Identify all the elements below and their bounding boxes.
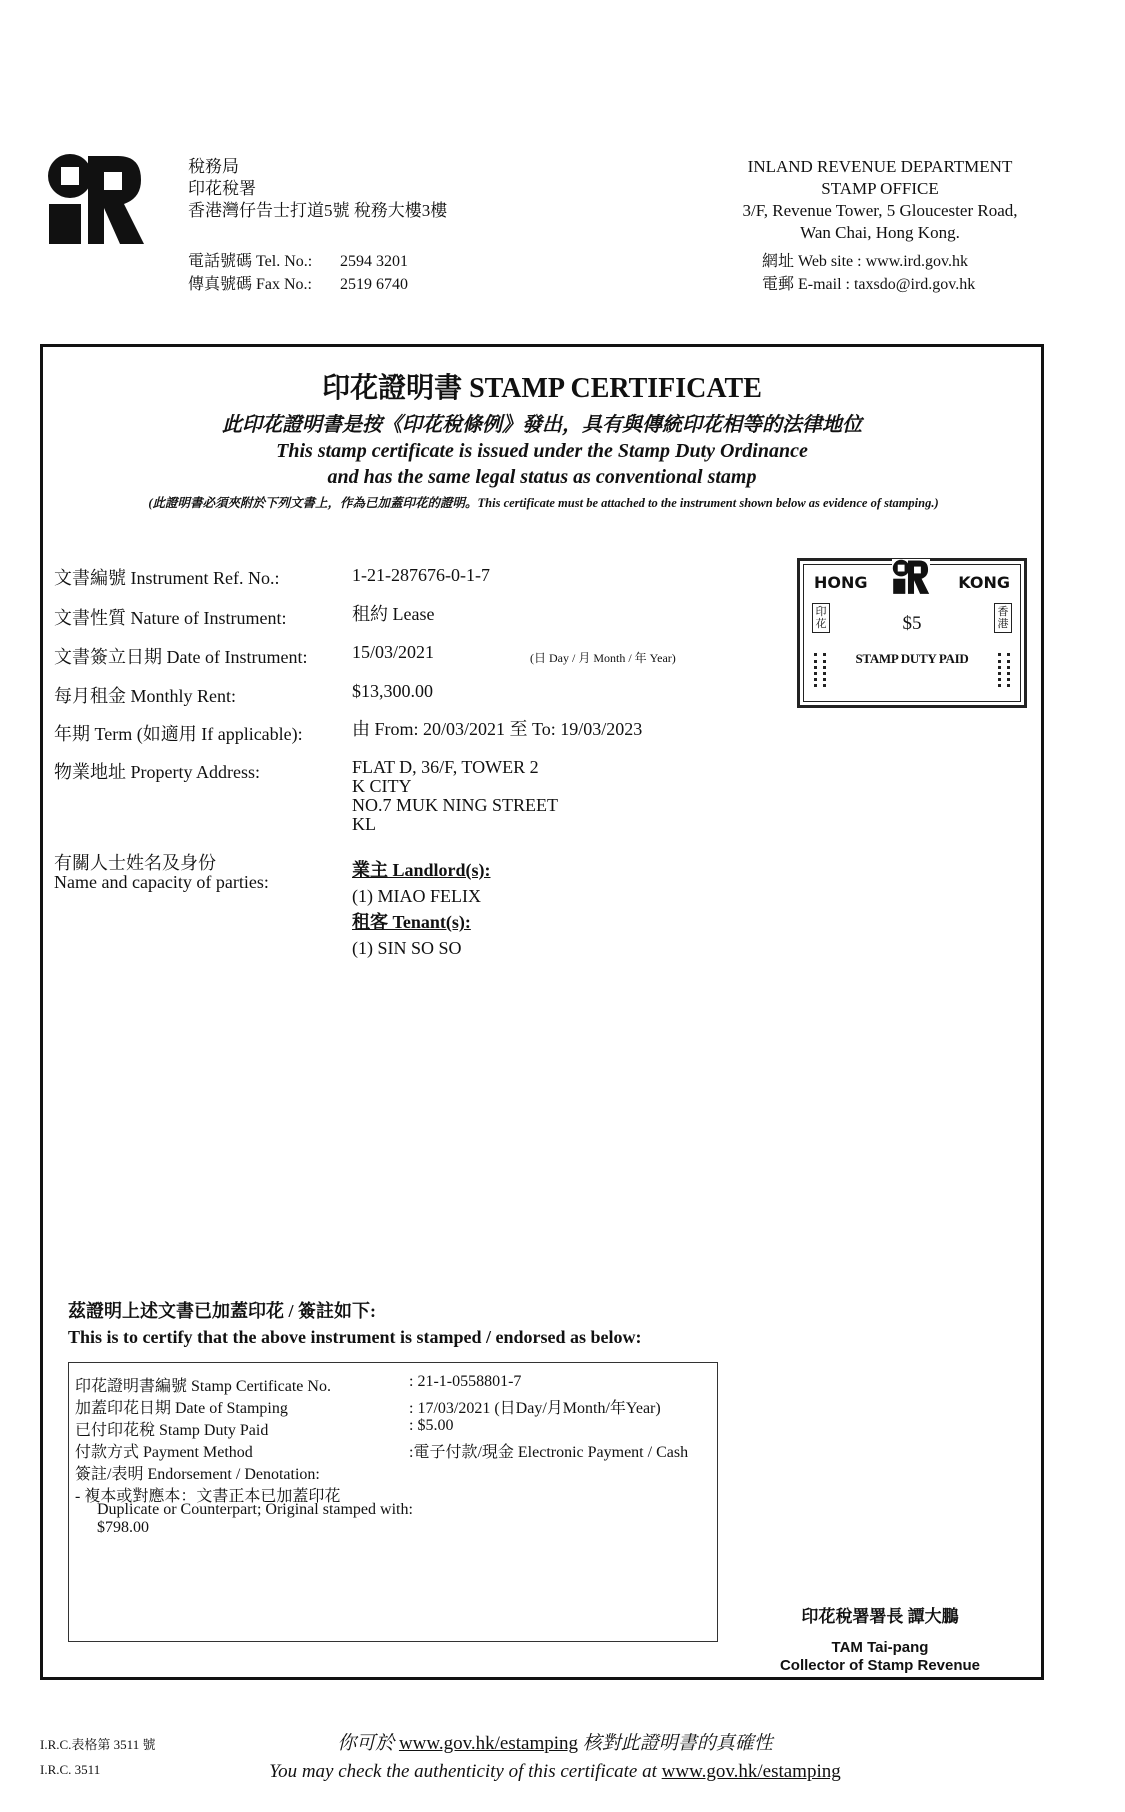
form-number: I.R.C.表格第 3511 號 I.R.C. 3511 [40, 1737, 156, 1777]
stamping-date-value: : 17/03/2021 (日Day/月Month/年Year) [409, 1400, 661, 1417]
parties-value [352, 857, 491, 961]
stamp-ird-logo [892, 559, 930, 595]
certification-heading: 茲證明上述文書已加蓋印花 / 簽註如下: This is to certify that the above instrument is stamped / endorsed as below: [68, 1301, 642, 1347]
verify-link-zh[interactable]: www.gov.hk/estamping [398, 1733, 579, 1754]
seal-right: 香港 [994, 603, 1012, 633]
date-value: 15/03/2021 [352, 642, 435, 662]
tenant-name: (1) SIN SO SO [352, 938, 462, 958]
verify-link-en[interactable]: www.gov.hk/estamping [661, 1761, 841, 1782]
endorsement-en: Duplicate or Counterpart; Original stamped with: [97, 1501, 413, 1518]
rent-value: $13,300.00 [352, 681, 433, 701]
payment-value: :電子付款/現金 Electronic Payment / Cash [409, 1444, 689, 1461]
certificate-title: 印花證明書 STAMP CERTIFICATE [322, 373, 762, 404]
nature-value: 租約 Lease [352, 604, 435, 624]
contact-web-email [762, 250, 975, 296]
collector-signature: 印花稅署署長 譚大鵬 TAM Tai-pang Collector of Stamp Revenue [779, 1607, 981, 1674]
landlord-name: (1) MIAO FELIX [352, 886, 481, 906]
attachment-note: (此證明書必須夾附於下列文書上，作為已加蓋印花的證明。This certificate must be attached to the instrument shown below as evidence of stamping.) [148, 496, 939, 510]
endorsement-label: 簽註/表明 Endorsement / Denotation: [75, 1466, 320, 1483]
landlord-title: 業主 Landlord(s): [352, 860, 491, 880]
ref-value: 1-21-287676-0-1-7 [352, 565, 490, 585]
ird-logo [46, 152, 146, 247]
header-english-address: INLAND REVENUE DEPARTMENT STAMP OFFICE 3/F, Revenue Tower, 5 Gloucester Road, Wan Chai, Hong Kong. [742, 157, 1018, 242]
stamping-details-box: 印花證明書編號 Stamp Certificate No. : 21-1-0558801-7 加蓋印花日期 Date of Stamping : 17/03/2021 (日Day/月Month/年Year) 已付印花稅 Stamp Duty Paid : $5.00 付款方式 Payment Method :電子付款/現金 Electronic Payment / Cash 簽註/表明 Endorsement / Denotation: - 複本或對應本：文書正本已加蓋印花 Duplicate or Counterpart; Original stamped with: $798.00 [68, 1362, 718, 1642]
cert-no-value: : 21-1-0558801-7 [409, 1373, 522, 1390]
legal-statement: 此印花證明書是按《印花稅條例》發出，具有與傳統印花相等的法律地位 This stamp certificate is issued under the Stamp Duty Ordinance and has the same legal status as conventional stamp [222, 414, 862, 488]
endorsement-amount: $798.00 [97, 1519, 149, 1536]
endorsement-zh: - 複本或對應本：文書正本已加蓋印花 [75, 1488, 341, 1505]
date-format-hint: (日 Day / 月 Month / 年 Year) [530, 651, 676, 665]
chain-ornament-left [814, 653, 826, 687]
address-value: FLAT D, 36/F, TOWER 2 K CITY NO.7 MUK NING STREET KL [352, 757, 558, 834]
term-value: 由 From: 20/03/2021 至 To: 19/03/2023 [352, 719, 643, 739]
verification-notice: 你可於 www.gov.hk/estamping 核對此證明書的真確性 You may check the authenticity of this certificate at www.gov.hk/estamping [269, 1733, 841, 1782]
email-link[interactable]: 電郵 E-mail : taxsdo@ird.gov.hk [762, 276, 976, 293]
header-chinese-address: 稅務局 印花稅署 香港灣仔告士打道5號 稅務大樓3樓 [188, 157, 448, 220]
tenant-title: 租客 Tenant(s): [352, 912, 471, 932]
contact-phone-fax: 電話號碼 Tel. No.: 2594 3201 傳真號碼 Fax No.: 2519 6740 [188, 253, 408, 293]
stamp-amount: $5 [902, 613, 922, 634]
chain-ornament-right [998, 653, 1010, 687]
duty-paid-value: : $5.00 [409, 1417, 454, 1434]
stamp-duty-paid-stamp: HONG KONG $5 STAMP DUTY PAID 印花 香港 [797, 558, 1027, 708]
website-link[interactable]: 網址 Web site : www.ird.gov.hk [762, 253, 968, 270]
seal-left: 印花 [812, 603, 830, 633]
stamp-paid-text: STAMP DUTY PAID [855, 651, 969, 666]
